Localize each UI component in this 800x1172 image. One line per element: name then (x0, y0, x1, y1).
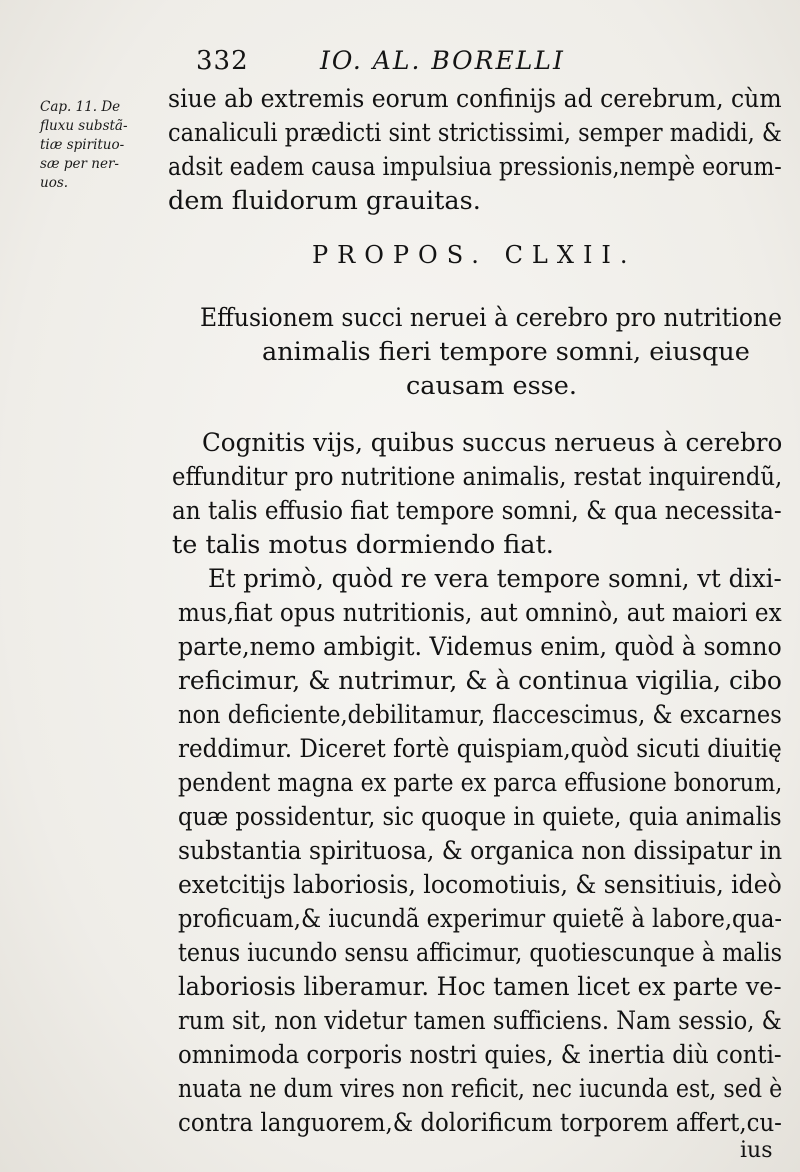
margin-note (40, 98, 158, 193)
text-line: omnimoda corporis nostri quies, & inertia diù conti- (178, 1040, 782, 1070)
catchword: ius (740, 1138, 773, 1163)
page-header (196, 46, 756, 80)
margin-note-line: tiæ spirituo- (40, 137, 125, 153)
text-line: parte,nemo ambigit. Videmus enim, quòd à somno (178, 632, 782, 662)
text-line: pendent magna ex parte ex parca effusione bonorum, (178, 768, 783, 798)
text-line: laboriosis liberamur. Hoc tamen licet ex parte ve- (178, 972, 782, 1002)
text-line: an talis effusio fiat tempore somni, & qua necessita- (172, 496, 782, 526)
text-line: exetcitijs laboriosis, locomotiuis, & sensitiuis, ideò (178, 870, 782, 900)
text-line: Et primò, quòd re vera tempore somni, vt dixi- (208, 564, 782, 594)
text-line: Cognitis vijs, quibus succus nerueus à cerebro (202, 428, 783, 458)
running-head: IO. AL. BORELLI (320, 46, 565, 75)
margin-note-line: Cap. 11. De (40, 99, 121, 115)
proposition-line: animalis fieri tempore somni, eiusque (262, 337, 750, 367)
text-line: rum sit, non videtur tamen sufficiens. Nam sessio, & (178, 1006, 782, 1036)
text-line: effunditur pro nutritione animalis, restat inquirendũ, (172, 462, 783, 492)
text-line: non deficiente,debilitamur, flaccescimus, & excarnes (178, 700, 782, 730)
text-line: nuata ne dum vires non reficit, nec iucunda est, sed è (178, 1074, 783, 1104)
margin-note-line: sæ per ner- (40, 156, 119, 172)
text-line: substantia spirituosa, & organica non dissipatur in (178, 836, 783, 866)
text-line: proficuam,& iucundã experimur quietẽ à labore,qua- (178, 904, 783, 934)
margin-note-line: uos. (40, 175, 69, 191)
text-line: te talis motus dormiendo fiat. (172, 530, 554, 560)
proposition-heading: PROPOS. CLXII. (312, 241, 637, 269)
text-line: reficimur, & nutrimur, & à continua vigilia, cibo (178, 666, 782, 696)
text-line: siue ab extremis eorum confinijs ad cerebrum, cùm (168, 84, 782, 114)
page-number: 332 (196, 46, 249, 76)
text-line: adsit eadem causa impulsiua pressionis,nempè eorum- (168, 152, 782, 182)
text-line: canaliculi prædicti sint strictissimi, semper madidi, & (168, 118, 782, 148)
text-line: mus,fiat opus nutritionis, aut omninò, aut maiori ex (178, 598, 782, 628)
proposition-line: causam esse. (406, 371, 577, 401)
text-line: reddimur. Diceret fortè quispiam,quòd sicuti diuitię (178, 734, 782, 764)
text-line: dem fluidorum grauitas. (168, 186, 481, 216)
margin-note-line: fluxu substã- (40, 118, 128, 134)
text-line: tenus iucundo sensu afficimur, quotiescunque à malis (178, 938, 783, 968)
proposition-line: Effusionem succi neruei à cerebro pro nutritione (200, 303, 782, 333)
text-line: contra languorem,& dolorificum torporem affert,cu- (178, 1108, 782, 1138)
text-line: quæ possidentur, sic quoque in quiete, quia animalis (178, 802, 782, 832)
